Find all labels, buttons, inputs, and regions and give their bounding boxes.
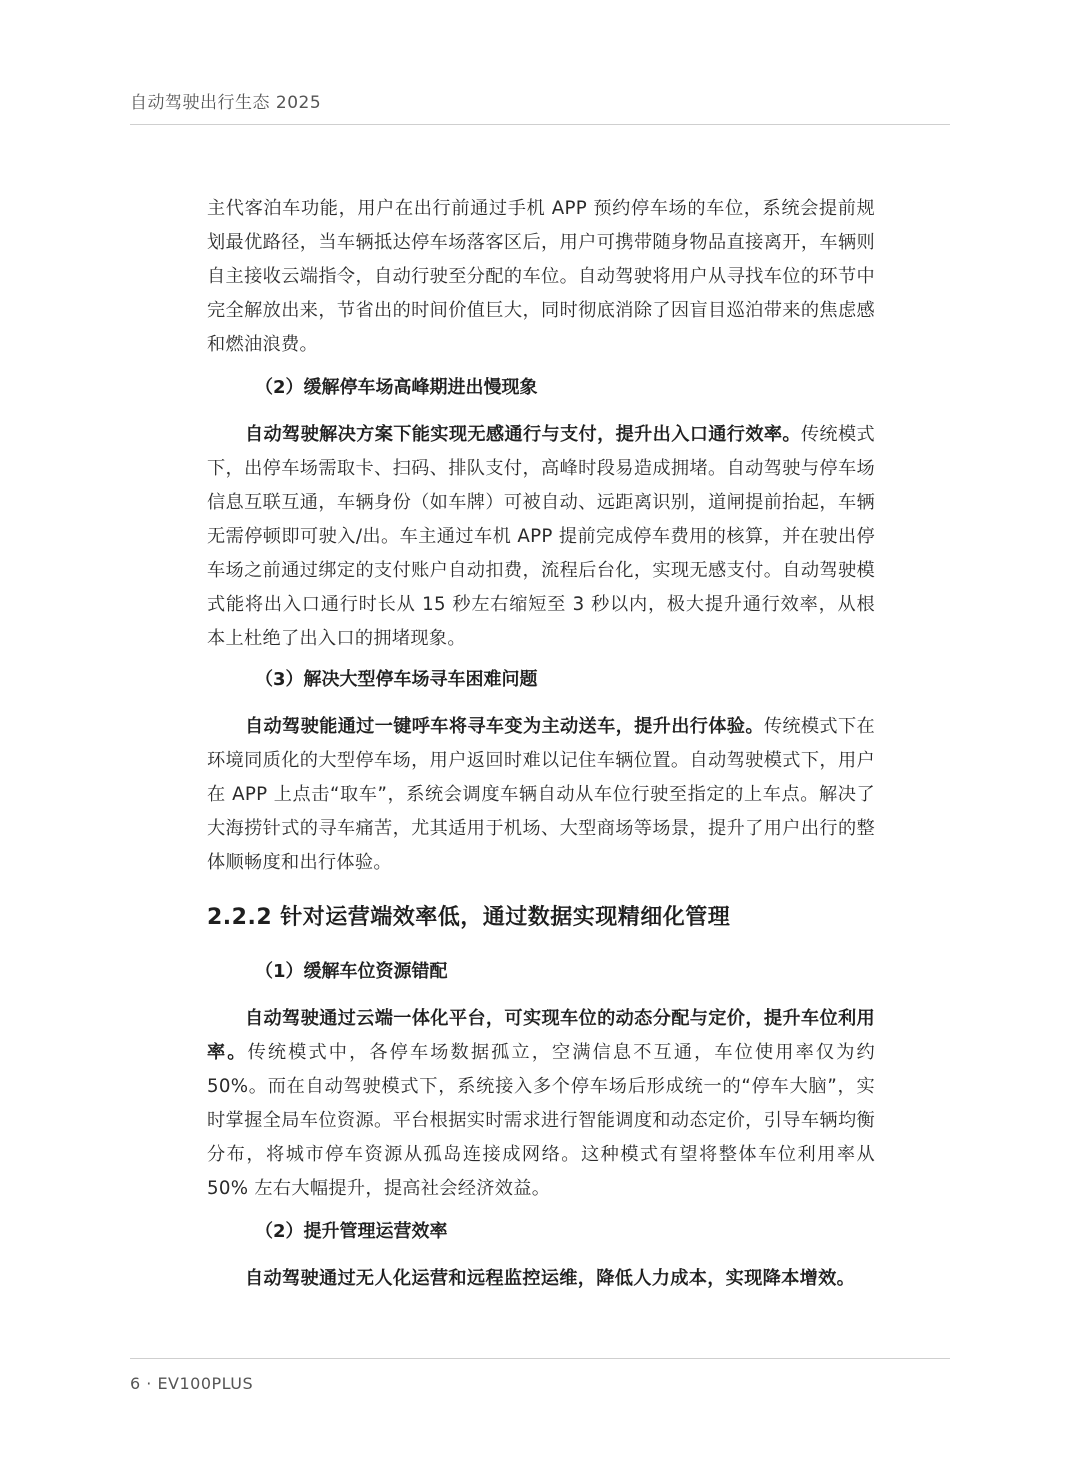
paragraph-s1-body: 传统模式中，各停车场数据孤立，空满信息不互通，车位使用率仅为约 50%。而在自动驾驶模式下，系统接入多个停车场后形成统一的“停车大脑”，实时掌握全局车位资源。平台根据实时需求进行智能调度和动态定价，引导车辆均衡分布，将城市停车资源从孤岛连接成网络。这种模式有望将整体车位利用率从 50% 左右大幅提升，提高社会经济效益。 xyxy=(207,1042,875,1199)
paragraph-s2 xyxy=(207,1262,875,1296)
page-footer: 6 · EV100PLUS xyxy=(130,1374,254,1393)
paragraph-3-body: 传统模式下在环境同质化的大型停车场，用户返回时难以记住车辆位置。自动驾驶模式下，用户在 APP 上点击“取车”，系统会调度车辆自动从车位行驶至指定的上车点。解决了大海捞针式的寻车痛苦，尤其适用于机场、大型商场等场景，提升了用户出行的整体顺畅度和出行体验。 xyxy=(207,716,875,873)
subheading-2: （2）缓解停车场高峰期进出慢现象 xyxy=(255,377,538,398)
subheading-s2: （2）提升管理运营效率 xyxy=(255,1221,448,1242)
section-heading: 2.2.2 针对运营端效率低，通过数据实现精细化管理 xyxy=(207,905,731,930)
paragraph-3-lead: 自动驾驶能通过一键呼车将寻车变为主动送车，提升出行体验。 xyxy=(245,716,764,737)
subheading-s1: （1）缓解车位资源错配 xyxy=(255,961,448,982)
header-divider xyxy=(130,124,950,125)
paragraph-s1-lead: 自动驾驶通过云端一体化平台，可实现车位的动态分配与定价，提升车位利用率。 xyxy=(207,1008,875,1063)
paragraph-2-body: 传统模式下，出停车场需取卡、扫码、排队支付，高峰时段易造成拥堵。自动驾驶与停车场信息互联互通，车辆身份（如车牌）可被自动、远距离识别，道闸提前抬起，车辆无需停顿即可驶入/出。车主通过车机 APP 提前完成停车费用的核算，并在驶出停车场之前通过绑定的支付账户自动扣费，流程后台化，实现无感支付。自动驾驶模式能将出入口通行时长从 15 秒左右缩短至 3 秒以内，极大提升通行效率，从根本上杜绝了出入口的拥堵现象。 xyxy=(207,424,875,649)
paragraph-s2-lead: 自动驾驶通过无人化运营和远程监控运维，降低人力成本，实现降本增效。 xyxy=(245,1268,856,1289)
running-header: 自动驾驶出行生态 2025 xyxy=(130,93,322,113)
paragraph-2-lead: 自动驾驶解决方案下能实现无感通行与支付，提升出入口通行效率。 xyxy=(245,424,801,445)
footer-divider xyxy=(130,1358,950,1359)
paragraph-2 xyxy=(207,418,875,656)
subheading-3: （3）解决大型停车场寻车困难问题 xyxy=(255,669,538,690)
paragraph-intro: 主代客泊车功能，用户在出行前通过手机 APP 预约停车场的车位，系统会提前规划最优路径，当车辆抵达停车场落客区后，用户可携带随身物品直接离开，车辆则自主接收云端指令，自动行驶至分配的车位。自动驾驶将用户从寻找车位的环节中完全解放出来，节省出的时间价值巨大，同时彻底消除了因盲目巡泊带来的焦虑感和燃油浪费。 xyxy=(207,198,875,355)
paragraph-s1 xyxy=(207,1002,875,1206)
paragraph-3 xyxy=(207,710,875,880)
